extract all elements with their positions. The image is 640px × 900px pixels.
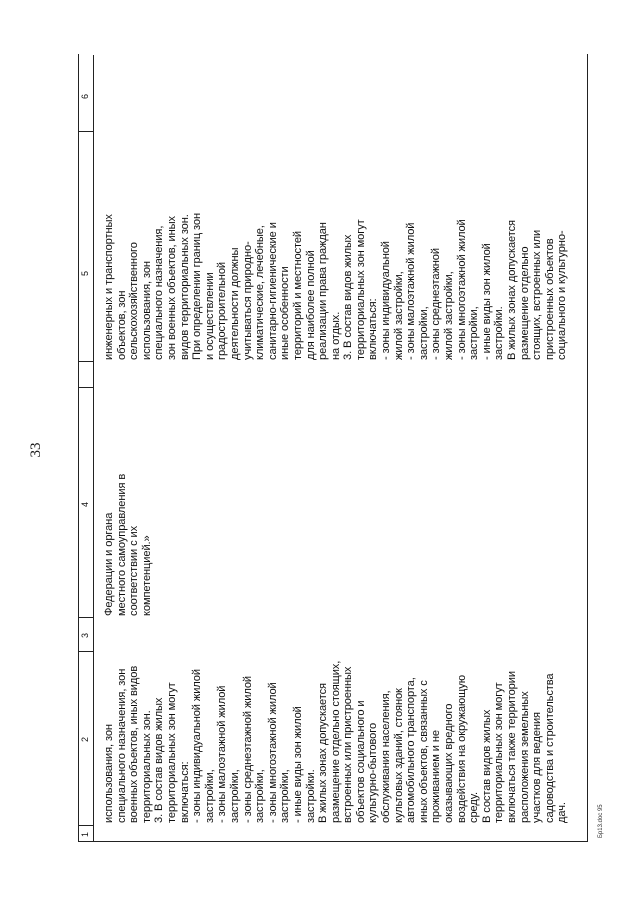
text-line: реализации права граждан (317, 222, 330, 360)
text-line: В жилых зонах допускается (506, 220, 518, 360)
text-line: застройки, (417, 306, 430, 360)
text-line: - зоны индивидуальной жилой (191, 669, 204, 823)
text-line: военных объектов, иных видов (128, 665, 141, 823)
column-header-2: 2 (80, 736, 90, 742)
column-header-1: 1 (80, 831, 90, 837)
text-line: территориальных зон. (140, 710, 153, 823)
text-line: застройки, (254, 769, 267, 823)
text-line: территориальных зон могут (354, 219, 367, 360)
text-line: санитарно-гигиенические и (266, 222, 279, 360)
text-line: на отдых. (329, 311, 342, 360)
column-divider (78, 825, 93, 826)
text-line: инженерных и транспортных (103, 214, 115, 360)
text-line: застройки. (493, 306, 506, 360)
text-line: садоводства и строительства (543, 673, 556, 823)
text-line: объектов, зон (115, 290, 128, 360)
column-header-3: 3 (80, 632, 90, 638)
text-line: 3. В состав видов жилых (342, 234, 355, 360)
text-line: - иные виды зон жилой (480, 243, 493, 360)
text-line: размещение отдельно стоящих, (329, 660, 342, 823)
text-line: включаться: (178, 761, 191, 823)
text-line: включаться также территории (506, 671, 518, 823)
text-line: культурно-бытового (367, 722, 380, 823)
column-divider (78, 387, 93, 388)
text-line: территорий и местностей (291, 230, 304, 360)
text-line: - зоны среднеэтажной (430, 248, 443, 360)
text-line: жилой застройки, (392, 271, 405, 360)
text-line: В состав видов жилых (480, 709, 493, 823)
text-line: стоящих, встроенных или (531, 229, 544, 360)
text-line: среду. (468, 791, 481, 823)
column-2-text (103, 661, 569, 823)
text-line: автомобильного транспорта, (405, 677, 418, 823)
file-stamp: Бр13.doc 95 (598, 804, 604, 838)
text-line: - зоны малоэтажной жилой (405, 222, 418, 360)
column-divider (78, 617, 93, 618)
column-header-6: 6 (80, 93, 90, 99)
text-line: компетенцией.» (140, 535, 153, 616)
text-line: территориальных зон могут (165, 682, 178, 823)
column-4-text (103, 474, 153, 616)
text-line: пристроенных объектов (543, 238, 556, 360)
text-line: жилой застройки, (443, 271, 456, 360)
text-line: - зоны многоэтажной жилой (455, 219, 468, 360)
text-line: для наиболее полной (304, 250, 317, 360)
text-line: встроенных или пристроенных (342, 666, 355, 823)
text-line: зон военных объектов, иных (165, 216, 178, 360)
text-line: - зоны малоэтажной жилой (216, 685, 229, 823)
text-line: размещение отдельно (518, 246, 531, 360)
page-number: 33 (28, 442, 44, 458)
text-line: дач. (556, 802, 569, 823)
text-line: застройки, (468, 306, 481, 360)
text-line: проживанием и не (430, 730, 443, 823)
text-line: обслуживания населения, (380, 690, 393, 823)
column-header-4: 4 (80, 501, 90, 507)
text-line: - зоны среднеэтажной жилой (241, 675, 254, 823)
text-line: иных объектов, связанных с (417, 680, 430, 823)
text-line: В жилых зонах допускается (317, 683, 330, 823)
text-line: воздействия на окружающую (455, 675, 468, 823)
text-line: расположения земельных (518, 691, 531, 823)
text-line: - зоны индивидуальной (380, 241, 393, 360)
text-line: местного самоуправления в (115, 473, 128, 616)
text-line: и осуществлении (203, 272, 216, 360)
text-line: объектов социального и (354, 700, 367, 823)
text-line: 3. В состав видов жилых (153, 697, 166, 823)
text-line: климатические, лечебные, (254, 225, 267, 360)
text-line: использования, зон (103, 724, 115, 823)
column-divider (78, 361, 93, 362)
text-line: застройки, (228, 769, 241, 823)
text-line: использования, зон (140, 261, 153, 360)
text-line: соответствии с их (128, 525, 141, 616)
text-line: культовых зданий, стоянок (392, 688, 405, 823)
text-line: иные особенности (279, 266, 292, 360)
text-line: - зоны многоэтажной жилой (266, 682, 279, 823)
text-line: специального назначения, (153, 225, 166, 360)
text-line: градостроительной (216, 262, 229, 360)
table-header-row (78, 55, 94, 842)
text-line: Федерации и органа (103, 512, 115, 616)
text-line: территориальных зон могут (493, 682, 506, 823)
text-line: участков для ведения (531, 712, 544, 823)
text-line: застройки. (304, 769, 317, 823)
text-line: - иные виды зон жилой (291, 706, 304, 823)
text-line: включаться: (367, 298, 380, 360)
text-line: учитываться природно- (241, 241, 254, 360)
text-line: При определении границ зон (191, 212, 204, 360)
text-line: специального назначения, зон (115, 668, 128, 823)
text-line: застройки, (279, 769, 292, 823)
text-line: деятельности должны (228, 247, 241, 360)
column-5-text (103, 213, 569, 360)
text-line: сельскохозяйственного (128, 242, 141, 360)
text-line: застройки, (203, 769, 216, 823)
text-line: оказывающих вредного (443, 703, 456, 823)
text-line: видов территориальных зон. (178, 214, 191, 360)
column-divider (78, 131, 93, 132)
column-header-5: 5 (80, 270, 90, 276)
text-line: социального и культурно- (556, 230, 569, 360)
column-divider (78, 651, 93, 652)
